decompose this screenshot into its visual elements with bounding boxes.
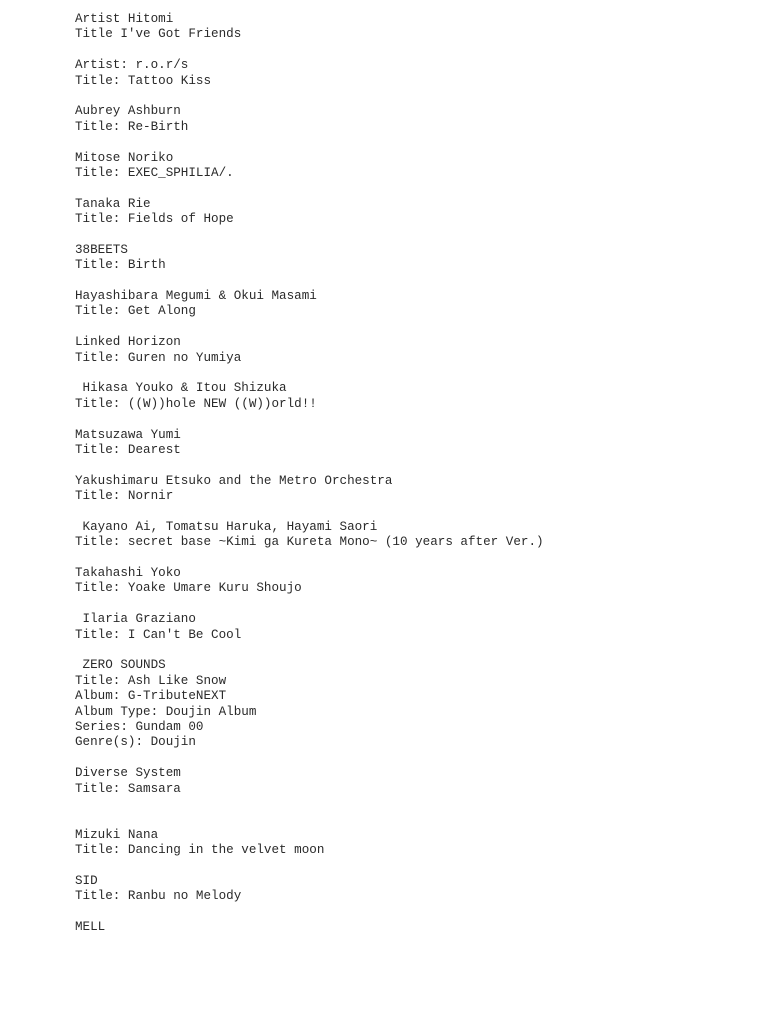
text-line: Title: Fields of Hope bbox=[75, 212, 234, 227]
text-line: Title: Get Along bbox=[75, 304, 196, 319]
text-line: Title: Guren no Yumiya bbox=[75, 350, 242, 365]
blank-line bbox=[75, 89, 755, 104]
text-line: Tanaka Rie bbox=[75, 196, 151, 211]
text-line: Linked Horizon bbox=[75, 335, 181, 350]
text-line: Artist: r.o.r/s bbox=[75, 58, 189, 73]
text-line: Takahashi Yoko bbox=[75, 566, 181, 581]
text-line: Album Type: Doujin Album bbox=[75, 704, 257, 719]
text-line: MELL bbox=[75, 920, 106, 935]
blank-line bbox=[75, 812, 755, 827]
text-line: Yakushimaru Etsuko and the Metro Orchestra bbox=[75, 473, 393, 488]
text-line: SID bbox=[75, 873, 98, 888]
blank-line bbox=[75, 751, 755, 766]
blank-line bbox=[75, 643, 755, 658]
blank-line bbox=[75, 274, 755, 289]
text-line: Kayano Ai, Tomatsu Haruka, Hayami Saori bbox=[75, 519, 378, 534]
text-line: Aubrey Ashburn bbox=[75, 104, 181, 119]
blank-line bbox=[75, 551, 755, 566]
blank-line bbox=[75, 905, 755, 920]
text-line: Series: Gundam 00 bbox=[75, 719, 204, 734]
text-line: Album: G-TributeNEXT bbox=[75, 689, 227, 704]
text-line: Title: Ash Like Snow bbox=[75, 673, 227, 688]
text-line: Title: Samsara bbox=[75, 781, 181, 796]
text-line: Title: secret base ~Kimi ga Kureta Mono~ (10 years after Ver.) bbox=[75, 535, 544, 550]
text-line: 38BEETS bbox=[75, 242, 128, 257]
blank-line bbox=[75, 320, 755, 335]
text-line: Title: ((W))hole NEW ((W))orld!! bbox=[75, 396, 317, 411]
blank-line bbox=[75, 43, 755, 58]
text-line: Title: Re-Birth bbox=[75, 119, 189, 134]
text-line: Matsuzawa Yumi bbox=[75, 427, 181, 442]
text-line: Hikasa Youko & Itou Shizuka bbox=[75, 381, 287, 396]
text-line: Title: Dancing in the velvet moon bbox=[75, 843, 325, 858]
text-line: Title: EXEC_SPHILIA/. bbox=[75, 165, 234, 180]
blank-line bbox=[75, 858, 755, 873]
blank-line bbox=[75, 797, 755, 812]
blank-line bbox=[75, 505, 755, 520]
text-line: Title: Nornir bbox=[75, 489, 174, 504]
document-text bbox=[75, 12, 755, 935]
blank-line bbox=[75, 458, 755, 473]
text-line: Artist Hitomi bbox=[75, 12, 174, 26]
text-line: Title I've Got Friends bbox=[75, 27, 242, 42]
blank-line bbox=[75, 181, 755, 196]
blank-line bbox=[75, 412, 755, 427]
text-line: Title: Birth bbox=[75, 258, 166, 273]
text-line: Mizuki Nana bbox=[75, 827, 159, 842]
blank-line bbox=[75, 366, 755, 381]
text-line: Title: Tattoo Kiss bbox=[75, 73, 212, 88]
text-line: Mitose Noriko bbox=[75, 150, 174, 165]
text-line: Title: Dearest bbox=[75, 442, 181, 457]
blank-line bbox=[75, 227, 755, 242]
text-line: Title: Ranbu no Melody bbox=[75, 889, 242, 904]
text-line: ZERO SOUNDS bbox=[75, 658, 166, 673]
text-line: Genre(s): Doujin bbox=[75, 735, 196, 750]
text-line: Title: Yoake Umare Kuru Shoujo bbox=[75, 581, 302, 596]
text-line: Title: I Can't Be Cool bbox=[75, 627, 242, 642]
text-line: Ilaria Graziano bbox=[75, 612, 196, 627]
blank-line bbox=[75, 135, 755, 150]
text-line: Diverse System bbox=[75, 766, 181, 781]
text-line: Hayashibara Megumi & Okui Masami bbox=[75, 289, 317, 304]
blank-line bbox=[75, 597, 755, 612]
